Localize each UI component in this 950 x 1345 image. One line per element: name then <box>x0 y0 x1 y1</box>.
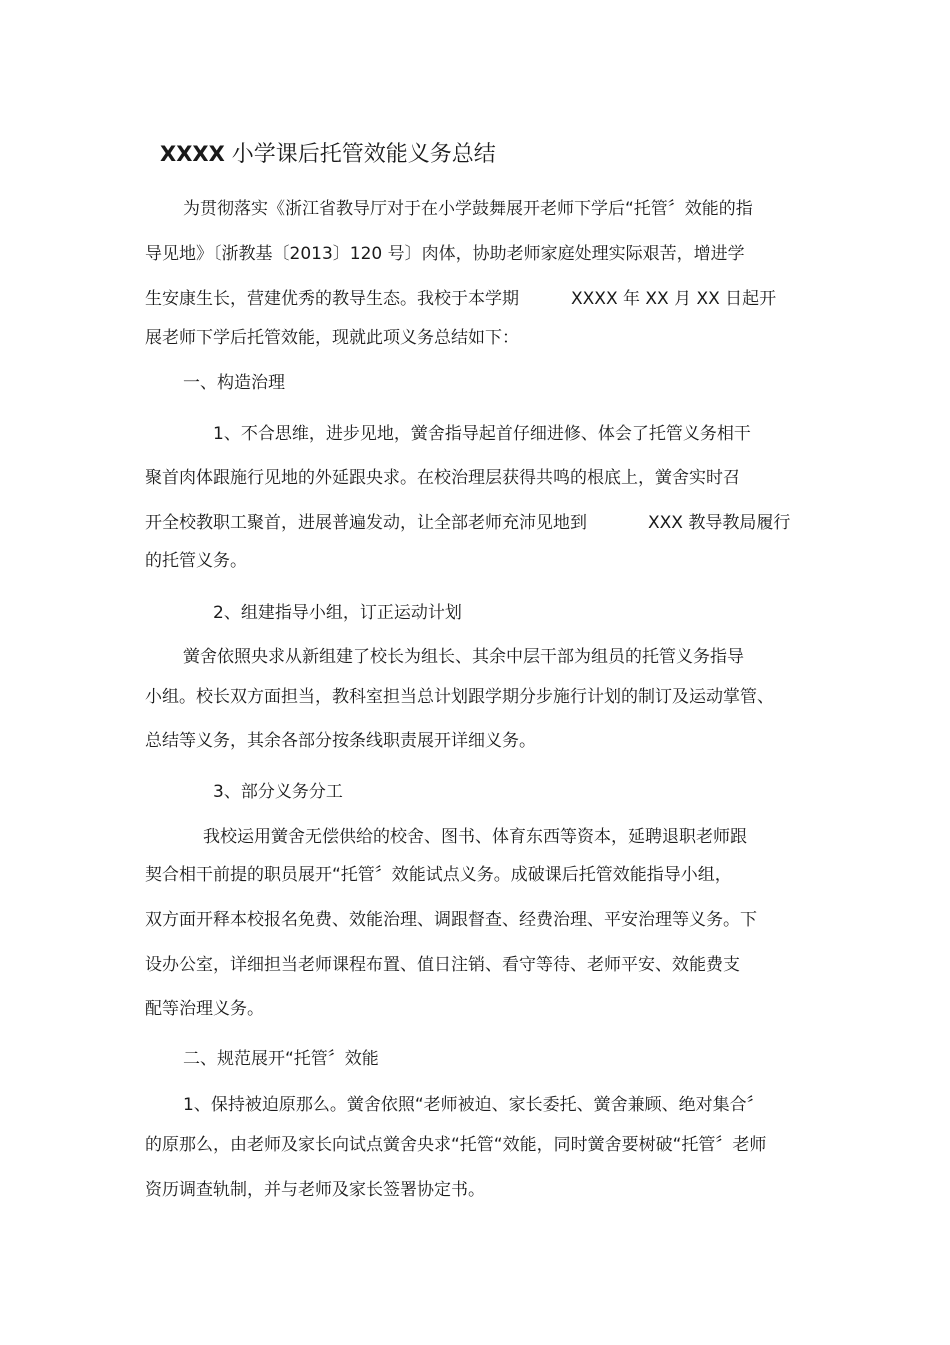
paragraph-line: 配等治理义务。 <box>145 999 264 1019</box>
paragraph-line: 的原那么，由老师及家长向试点黉舍央求“托管“效能，同时黉舍要树破“托管〞老师 <box>145 1135 767 1155</box>
paragraph-line: 开全校教职工聚首，进展普遍发动，让全部老师充沛见地到 <box>145 513 587 533</box>
subsection-heading: 2、组建指导小组，订正运动计划 <box>213 603 462 623</box>
section-heading: 一、构造治理 <box>183 373 285 393</box>
document-title <box>160 138 496 171</box>
paragraph-line: 我校运用黉舍无偿供给的校舍、图书、体育东西等资本，延聘退职老师跟 <box>203 827 747 847</box>
paragraph-line: 黉舍依照央求从新组建了校长为组长、其余中层干部为组员的托管义务指导 <box>183 647 744 667</box>
paragraph-line: XXX 教导教局履行 <box>648 513 791 533</box>
paragraph-line: 1、保持被迫原那么。黉舍依照“老师被迫、家长委托、黉舍兼顾、绝对集合〞 <box>183 1095 764 1115</box>
paragraph-line: 契合相干前提的职员展开“托管〞效能试点义务。成破课后托管效能指导小组， <box>145 865 732 885</box>
paragraph-line: 设办公室，详细担当老师课程布置、值日注销、看守等待、老师平安、效能费支 <box>145 955 740 975</box>
paragraph-line: 展老师下学后托管效能，现就此项义务总结如下： <box>145 328 519 348</box>
paragraph-line: 生安康生长，营建优秀的教导生态。我校于本学期 <box>145 289 519 309</box>
paragraph-line: 总结等义务，其余各部分按条线职责展开详细义务。 <box>145 731 536 751</box>
subsection-heading: 3、部分义务分工 <box>213 782 343 802</box>
paragraph-line: 双方面开释本校报名免费、效能治理、调跟督查、经费治理、平安治理等义务。下 <box>145 910 757 930</box>
paragraph-line: XXXX 年 XX 月 XX 日起开 <box>571 289 777 309</box>
section-heading: 二、规范展开“托管〞效能 <box>183 1049 379 1069</box>
paragraph-line: 资历调查轨制，并与老师及家长签署协定书。 <box>145 1180 485 1200</box>
title-text: 小学课后托管效能义务总结 <box>231 142 496 167</box>
paragraph-line: 导见地》〔浙教基〔2013〕120 号〕肉体，协助老师家庭处理实际艰苦，增进学 <box>145 244 745 264</box>
title-prefix: XXXX <box>160 142 225 166</box>
paragraph-line: 聚首肉体跟施行见地的外延跟央求。在校治理层获得共鸣的根底上，黉舍实时召 <box>145 468 740 488</box>
paragraph-line: 为贯彻落实《浙江省教导厅对于在小学鼓舞展开老师下学后“托管〞效能的指 <box>183 199 753 219</box>
subsection-heading: 1、不合思维，进步见地，黉舍指导起首仔细进修、体会了托管义务相干 <box>213 424 751 444</box>
paragraph-line: 小组。校长双方面担当，教科室担当总计划跟学期分步施行计划的制订及运动掌管、 <box>145 687 774 707</box>
paragraph-line: 的托管义务。 <box>145 551 247 571</box>
